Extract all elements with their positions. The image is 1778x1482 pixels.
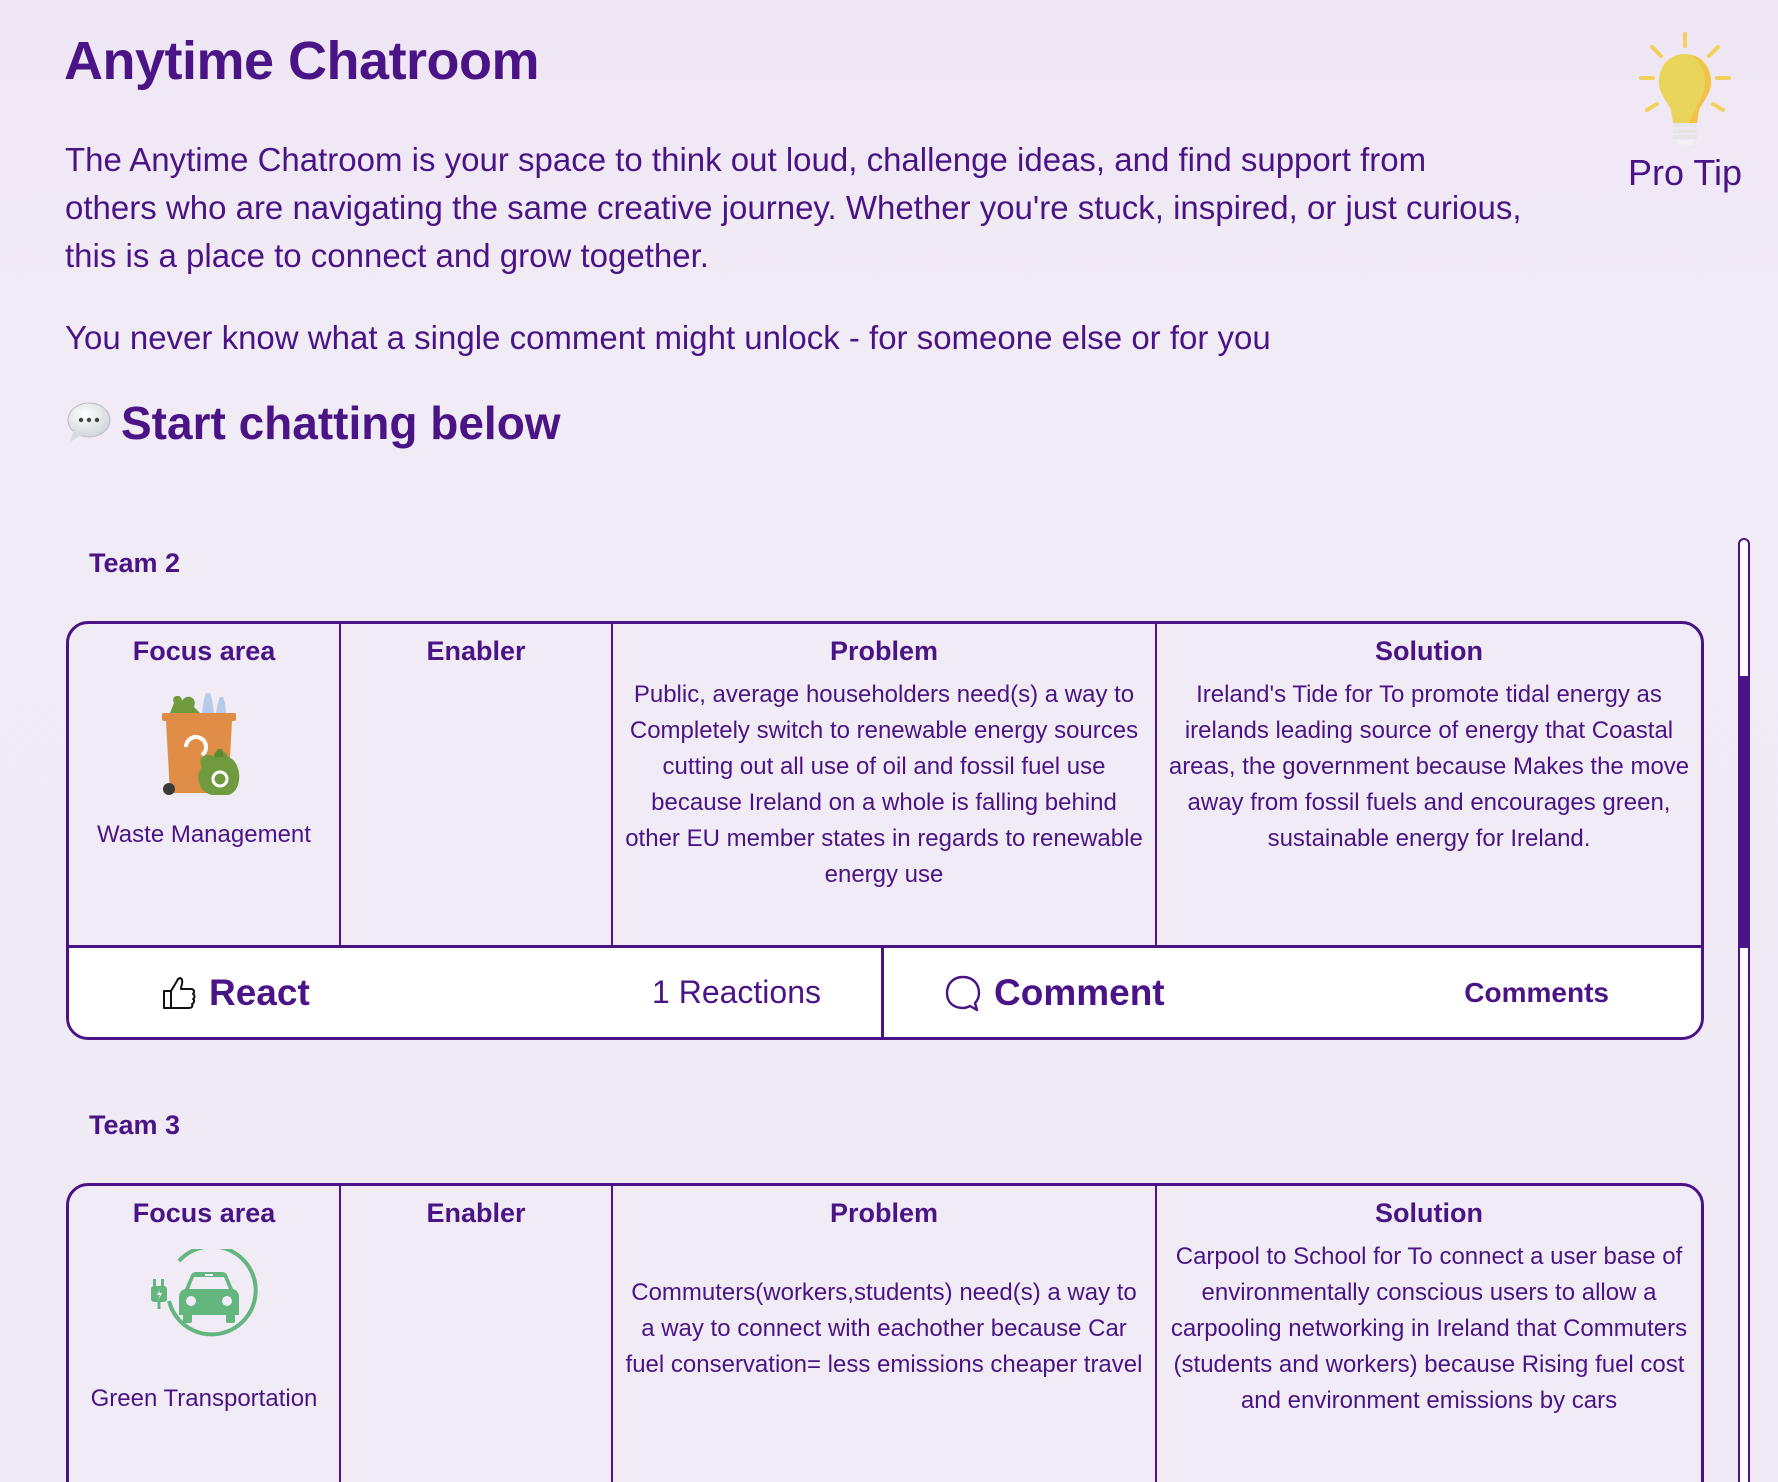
column-header-solution: Solution xyxy=(1375,636,1483,666)
card-details xyxy=(69,1186,1701,1482)
comment-section xyxy=(884,948,1701,1037)
column-header-focus: Focus area xyxy=(132,1198,276,1228)
solution-cell xyxy=(1157,624,1701,945)
comments-link[interactable]: Comments xyxy=(1464,976,1609,1008)
intro-text-secondary: You never know what a single comment might unlock - for someone else or for you xyxy=(65,319,1271,356)
column-header-problem: Problem xyxy=(829,636,939,666)
focus-area-cell xyxy=(69,1186,341,1482)
card-actions xyxy=(69,945,1701,1037)
team-card xyxy=(66,621,1704,1040)
comment-label: Comment xyxy=(994,971,1165,1013)
solution-cell xyxy=(1157,1186,1701,1482)
card-details xyxy=(69,624,1701,945)
focus-area-label: Waste Management xyxy=(97,821,311,848)
chat-heading xyxy=(65,396,561,450)
column-header-focus: Focus area xyxy=(132,636,276,666)
column-header-solution: Solution xyxy=(1375,1198,1483,1228)
enabler-cell xyxy=(341,1186,613,1482)
recycling-bin-icon xyxy=(156,691,252,803)
problem-text: Public, average householders need(s) a way to Completely switch to renewable energy sources cutting out all use of oil and fossil fuel use because Ireland on a whole is falling behind other EU member states in regards to renewable energy use xyxy=(625,681,1143,888)
scrollbar[interactable] xyxy=(1738,538,1750,1482)
react-label: React xyxy=(209,971,310,1013)
lightbulb-icon xyxy=(1625,30,1745,148)
pro-tip[interactable] xyxy=(1620,30,1750,194)
comment-button[interactable] xyxy=(944,972,1165,1014)
column-header-enabler: Enabler xyxy=(426,636,526,666)
react-section xyxy=(69,948,884,1037)
electric-car-icon xyxy=(149,1249,259,1355)
react-button[interactable] xyxy=(161,972,310,1014)
column-header-problem: Problem xyxy=(829,1198,939,1228)
intro-text: The Anytime Chatroom is your space to think out loud, challenge ideas, and find support from others who are navigating the same creative journey. Whether you're stuck, inspired, or just curious, this is a place to connect and grow together. xyxy=(65,141,1522,274)
solution-text: Ireland's Tide for To promote tidal energy as irelands leading source of energy that Coastal areas, the government because Makes the move away from fossil fuels and encourages green, sustainable energy for Ireland. xyxy=(1168,681,1690,852)
reaction-count: 1 Reactions xyxy=(652,974,821,1010)
team-label: Team 2 xyxy=(89,548,181,578)
problem-cell xyxy=(613,1186,1157,1482)
focus-area-cell xyxy=(69,624,341,945)
speech-balloon-icon xyxy=(65,402,111,444)
focus-area-label: Green Transportation xyxy=(90,1385,318,1412)
page-title: Anytime Chatroom xyxy=(64,31,540,91)
enabler-cell xyxy=(341,624,613,945)
team-label: Team 3 xyxy=(89,1110,181,1140)
scrollbar-thumb[interactable] xyxy=(1738,676,1750,948)
comment-bubble-icon xyxy=(944,974,982,1012)
thumbs-up-icon xyxy=(161,975,197,1011)
chat-heading-text: Start chatting below xyxy=(121,397,561,449)
problem-cell xyxy=(613,624,1157,945)
solution-text: Carpool to School for To connect a user base of environmentally conscious users to allow a carpooling networking in Ireland that Commuters (students and workers) because Rising fuel cost and environment emissions by cars xyxy=(1170,1243,1688,1414)
problem-text: Commuters(workers,students) need(s) a way to a way to connect with eachother because Car fuel conservation= less emissions cheaper travel xyxy=(625,1279,1143,1378)
pro-tip-label: Pro Tip xyxy=(1627,152,1743,193)
column-header-enabler: Enabler xyxy=(426,1198,526,1228)
team-card xyxy=(66,1183,1704,1482)
